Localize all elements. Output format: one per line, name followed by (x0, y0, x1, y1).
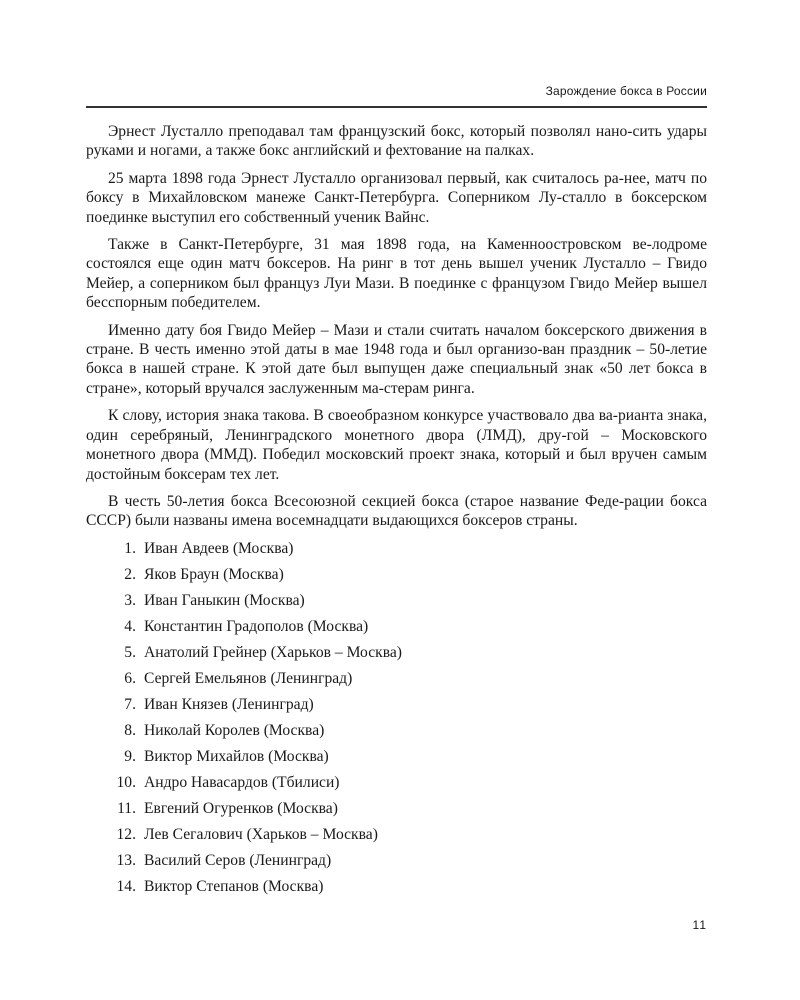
list-item (86, 799, 707, 825)
list-item-number: 3. (124, 591, 136, 609)
list-item-name: Иван Князев (Ленинград) (144, 695, 314, 713)
list-item-number: 12. (116, 825, 136, 843)
list-item (86, 539, 707, 565)
list-item-number: 5. (124, 643, 136, 661)
list-item-name: Василий Серов (Ленинград) (144, 851, 332, 869)
boxers-list (86, 539, 707, 903)
list-item-name: Виктор Степанов (Москва) (144, 877, 324, 895)
list-item-name: Николай Королев (Москва) (144, 721, 325, 739)
list-item-name: Яков Браун (Москва) (144, 565, 284, 583)
page-number: 11 (692, 918, 707, 932)
list-item (86, 617, 707, 643)
list-item-number: 11. (117, 799, 136, 817)
list-item-name: Виктор Михайлов (Москва) (144, 747, 329, 765)
list-item (86, 669, 707, 695)
list-item-number: 13. (116, 851, 136, 869)
list-item (86, 565, 707, 591)
list-item (86, 877, 707, 903)
list-item (86, 591, 707, 617)
list-item-name: Иван Авдеев (Москва) (144, 539, 294, 557)
list-item-number: 9. (124, 747, 136, 765)
list-item-number: 10. (116, 773, 136, 791)
paragraph: К слову, история знака такова. В своеобразном конкурсе участвовало два ва-рианта знака, один серебряный, Ленинградского монетного двора (ЛМД), дру-гой – Московского монетного двора (ММД). Победил московский проект знака, который и был вручен самым достойным боксерам тех лет. (86, 407, 707, 483)
list-item-name: Лев Сегалович (Харьков – Москва) (144, 825, 378, 843)
paragraph: 25 марта 1898 года Эрнест Лусталло организовал первый, как считалось ра-нее, матч по боксу в Михайловском манеже Санкт-Петербурга. Соперником Лу-сталло в боксерском поединке выступил его собственный ученик Вайнс. (86, 169, 707, 226)
list-item-name: Сергей Емельянов (Ленинград) (144, 669, 353, 687)
list-item-name: Константин Градополов (Москва) (144, 617, 369, 635)
list-item-number: 7. (124, 695, 136, 713)
list-item-name: Евгений Огуренков (Москва) (144, 799, 338, 817)
list-item-number: 1. (124, 539, 136, 557)
list-item (86, 695, 707, 721)
paragraph: В честь 50-летия бокса Всесоюзной секцией бокса (старое название Феде-рации бокса СССР) были названы имена восемнадцати выдающихся боксеров страны. (86, 492, 707, 530)
paragraph: Также в Санкт-Петербурге, 31 мая 1898 года, на Каменноостровском ве-лодроме состоялся еще один матч боксеров. На ринг в тот день вышел ученик Лусталло – Гвидо Мейер, а соперником был француз Луи Мази. В поединке с французом Гвидо Мейер вышел бесспорным победителем. (86, 236, 707, 312)
list-item-number: 14. (116, 877, 136, 895)
list-item (86, 643, 707, 669)
list-item (86, 721, 707, 747)
list-item-number: 6. (124, 669, 136, 687)
list-item (86, 773, 707, 799)
header-rule (86, 106, 707, 108)
list-item-number: 4. (124, 617, 136, 635)
list-item (86, 825, 707, 851)
list-item (86, 851, 707, 877)
paragraph: Эрнест Лусталло преподавал там французский бокс, который позволял нано-сить удары руками и ногами, а также бокс английский и фехтование на палках. (86, 123, 707, 160)
list-item-number: 8. (124, 721, 136, 739)
list-item-name: Андро Навасардов (Тбилиси) (144, 773, 340, 791)
page-body (86, 122, 707, 903)
list-item-name: Иван Ганыкин (Москва) (144, 591, 305, 609)
running-title: Зарождение бокса в России (545, 84, 707, 98)
list-item-number: 2. (124, 565, 136, 583)
list-item-name: Анатолий Грейнер (Харьков – Москва) (144, 643, 403, 661)
paragraph: Именно дату боя Гвидо Мейер – Мази и стали считать началом боксерского движения в стране. В честь именно этой даты в мае 1948 года и был организо-ван праздник – 50-летие бокса в нашей стране. К этой дате был выпущен даже специальный знак «50 лет бокса в стране», который вручался заслуженным ма-стерам ринга. (86, 321, 707, 397)
list-item (86, 747, 707, 773)
